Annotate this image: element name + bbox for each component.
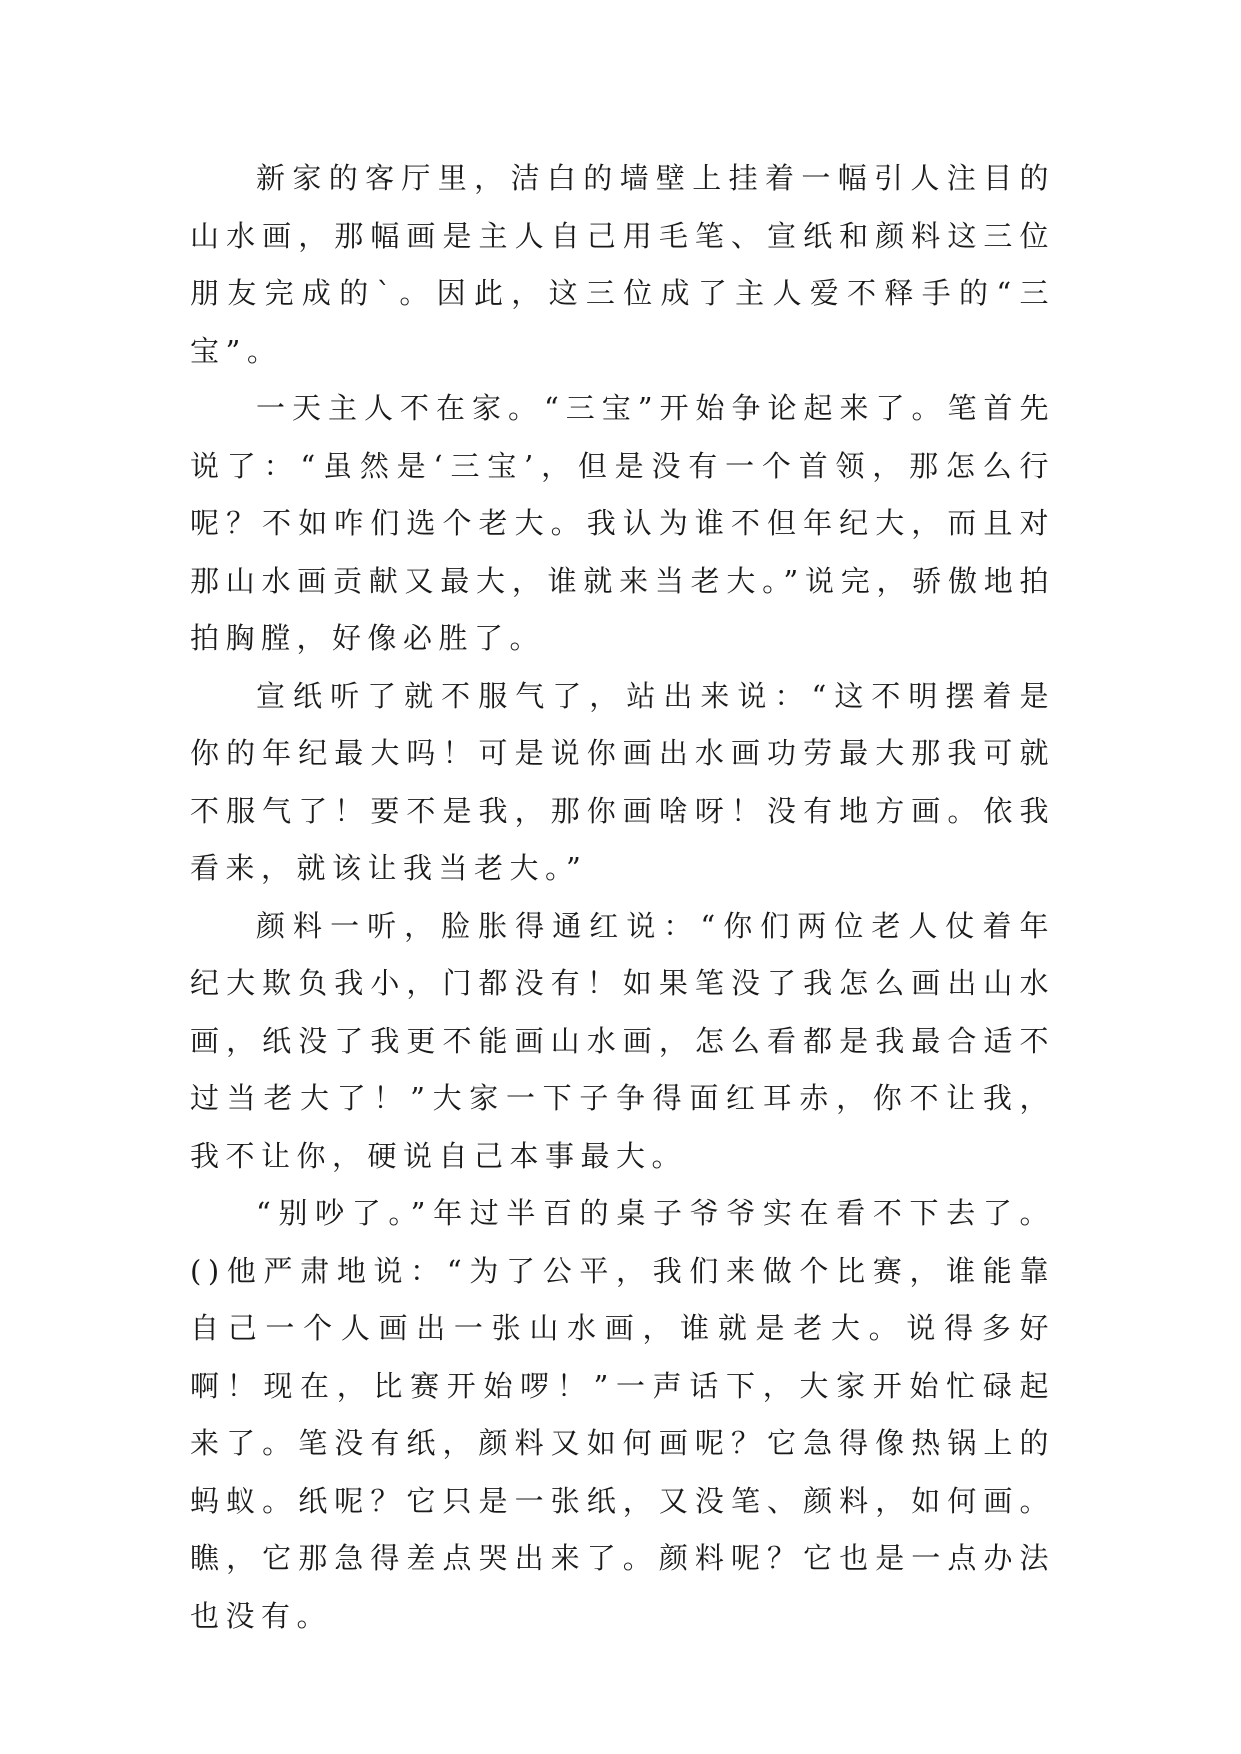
paragraph-1: 新家的客厅里，洁白的墙壁上挂着一幅引人注目的山水画，那幅画是主人自己用毛笔、宣纸和颜料这三位朋友完成的`。因此，这三位成了主人爱不释手的“三宝”。 xyxy=(190,161,1055,368)
paragraph-5: “别吵了。”年过半百的桌子爷爷实在看不下去了。()他严肃地说：“为了公平，我们来做个比赛，谁能靠自己一个人画出一张山水画，谁就是老大。说得多好啊！现在，比赛开始啰！”一声话下，大家开始忙碌起来了。笔没有纸，颜料又如何画呢？它急得像热锅上的蚂蚁。纸呢？它只是一张纸，又没笔、颜料，如何画。瞧，它那急得差点哭出来了。颜料呢？它也是一点办法也没有。 xyxy=(190,1196,1055,1633)
document-page xyxy=(190,150,1055,1645)
paragraph-4: 颜料一听，脸胀得通红说：“你们两位老人仗着年纪大欺负我小，门都没有！如果笔没了我怎么画出山水画，纸没了我更不能画山水画，怎么看都是我最合适不过当老大了！”大家一下子争得面红耳赤，你不让我，我不让你，硬说自己本事最大。 xyxy=(190,908,1055,1173)
paragraph-2: 一天主人不在家。“三宝”开始争论起来了。笔首先说了：“虽然是‘三宝’，但是没有一个首领，那怎么行呢？不如咋们选个老大。我认为谁不但年纪大，而且对那山水画贡献又最大，谁就来当老大。”说完，骄傲地拍拍胸膛，好像必胜了。 xyxy=(190,391,1055,655)
paragraph-3: 宣纸听了就不服气了，站出来说：“这不明摆着是你的年纪最大吗！可是说你画出水画功劳最大那我可就不服气了！要不是我，那你画啥呀！没有地方画。依我看来，就该让我当老大。” xyxy=(190,678,1055,885)
